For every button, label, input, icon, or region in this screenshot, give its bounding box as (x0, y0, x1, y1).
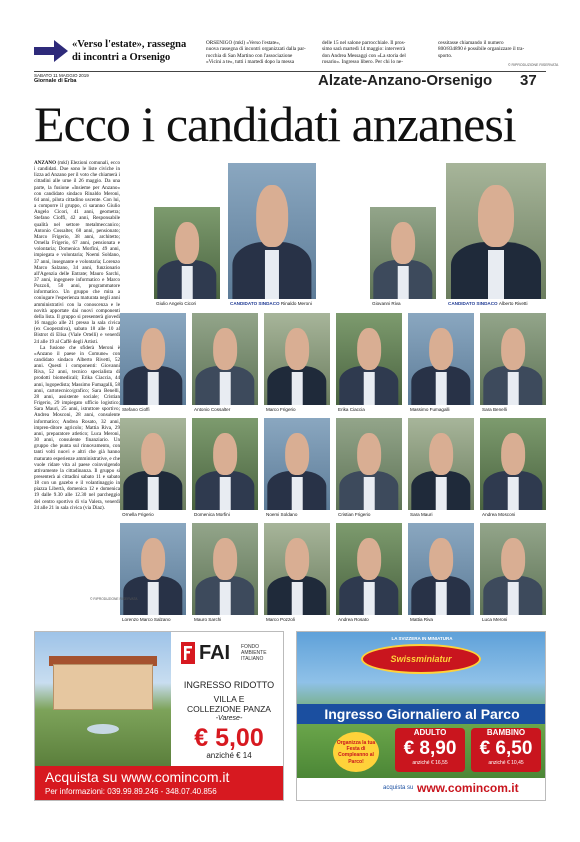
park-adult-price: ADULTO € 8,90 anziché € 16,55 (395, 728, 465, 772)
article-body (34, 160, 120, 511)
page-number: 37 (520, 72, 537, 89)
article-headline: Ecco i candidati anzanesi (34, 96, 516, 152)
fai-subtitle: FONDO AMBIENTE ITALIANO (241, 644, 267, 662)
arrow-right-icon (34, 40, 68, 62)
park-buy-link[interactable]: www.comincom.it (417, 781, 519, 795)
candidate-photo (408, 313, 474, 405)
issue-date: SABATO 11 MAGGIO 2019 (34, 73, 89, 78)
park-tagline: LA SVIZZERA IN MINIATURA (391, 636, 453, 641)
candidate-photo (228, 163, 316, 299)
candidate-name-label: Marco Frigerio (266, 407, 296, 412)
candidate-photo (264, 418, 330, 510)
candidate-name-label: Antonio Cossalter (194, 407, 231, 412)
fai-logo-text: FAI (199, 642, 231, 664)
fai-offer-line-2: VILLA E (213, 694, 245, 704)
fai-offer-line-4: -Varese- (215, 715, 243, 722)
swissminiatur-advertisement[interactable] (296, 631, 546, 801)
mayor-candidate-tag: CANDIDATO SINDACO (448, 301, 499, 306)
candidate-photo (192, 313, 258, 405)
candidate-photo (336, 418, 402, 510)
park-footer: acquista su www.comincom.it (297, 778, 546, 800)
mayor-candidate-tag: CANDIDATO SINDACO (230, 301, 281, 306)
teaser-column-2: delle 15 nel salone parrocchiale. Il pros- simo sarà martedì 14 maggio: interverrà don Andrea Messaggi con «La storia del rosario». Ingresso libero. Per chi lo ne- (322, 40, 406, 65)
candidate-name-label: Domenica Morfini (194, 512, 230, 517)
candidate-name-label: Erika Ciaccia (338, 407, 365, 412)
candidate-photo (154, 207, 220, 299)
candidate-photo (192, 418, 258, 510)
candidate-name-label: Sara Mauri (410, 512, 433, 517)
candidate-photo (446, 163, 546, 299)
fai-price-instead: anziché € 14 (206, 751, 252, 760)
fai-price: € 5,00 (194, 724, 264, 752)
candidate-name-label: Stefano Cioffi (122, 407, 150, 412)
candidate-name-label: Cristian Frigerio (338, 512, 371, 517)
candidate-name-label: Giulio Angelo Cicori (156, 301, 197, 306)
candidate-photo (336, 313, 402, 405)
section-title: Alzate-Anzano-Orsenigo (318, 72, 493, 89)
candidate-name-label: Andrea Rosato (338, 617, 369, 622)
candidate-photo (264, 523, 330, 615)
candidate-name-label: Mattia Riva (410, 617, 433, 622)
candidate-photo (120, 418, 186, 510)
teaser-column-1: ORSENIGO (mkl) «Verso l'estate», nuova rassegna di incontri organizzati dalla par- rocchia di San Martino con l'associazione «Vicini a te», tutti i martedì dopo la messa (206, 40, 306, 65)
park-title: Ingresso Giornaliero al Parco (297, 704, 546, 724)
candidate-name-label: Marco Pozzoli (266, 617, 295, 622)
candidate-photo (480, 313, 546, 405)
article-paragraph-2: La fusione che sfiderà Meroni è «Anzano il paese in Comune» con candidato sindaco Alberto Rivetti, 52 anni. Questi i componenti: Giovanni Riva, 52 anni, tecnico specialista di prodotti biomedicali; Erika Ciaccia, 44 anni, logopedista; Massimo Fumagalli, 58 anni, cartotecnico/grafico; Sara Benelli, 28 anni, assistente sociale; Cristian Frigerio, 29 impiegato ufficio logistico; Sara Mauri, 25 anni, istruttore sportivo; Andrea Mosconi, 28 anni, consulente informatico; Andrea Rosato, 32 anni, impren-ditore agricolo; Mattia Riva, 29 anni, preparatore atletico; Luca Meroni, 30 anni, consulente finanziario. Un gruppo che punta sul rinnovamento, con tanti volti nuovi e altri che già hanno maturato esperienze amministrative, e che vuole ridare vita al paese coinvolgendo attivamente la cittadinanza. Il gruppo si presenterà ai cittadini sabato 11 e sabato 18 con un gazebo e il volantinaggio in piazza Libertà, domenica 12 e domenica 19 dalle 9.30 alle 12.30 nel parcheggio del centro sportivo di via Valera, venerdì 24 alle 21 in sala civica (via Diaz). (34, 344, 120, 511)
candidate-photo (336, 523, 402, 615)
candidate-name-label: Sara Benelli (482, 407, 507, 412)
candidate-photo (192, 523, 258, 615)
candidate-name-label: Lorenzo Marco Salzano (122, 617, 171, 622)
dateline (34, 73, 89, 84)
teaser-copyright: © RIPRODUZIONE RISERVATA (508, 63, 559, 67)
fai-offer-line-1: INGRESSO RIDOTTO (183, 680, 275, 690)
candidate-photo (120, 523, 186, 615)
candidate-name-label: Luca Meroni (482, 617, 508, 622)
fai-offer-line-3: COLLEZIONE PANZA (187, 704, 271, 714)
candidate-name-label: Andrea Mosconi (482, 512, 516, 517)
teaser-column-3: cessitasse chiamando il numero 800/834890 è possibile organizzare il tra- sporto. (438, 40, 525, 59)
fai-footer-bar (35, 766, 283, 800)
candidate-name-label: Massimo Fumagalli (410, 407, 450, 412)
candidate-photo (480, 523, 546, 615)
villa-photo (35, 632, 171, 766)
candidate-name-label: CANDIDATO SINDACO Rinaldo Meroni (230, 301, 312, 306)
candidate-photo (408, 418, 474, 510)
fai-buy-link[interactable]: Acquista su www.comincom.it (45, 769, 230, 785)
park-child-price: BAMBINO € 6,50 anziché € 10,45 (471, 728, 541, 772)
candidate-photo (480, 418, 546, 510)
candidate-name-label: Noemi Soldano (266, 512, 298, 517)
candidate-name-label: Giovanni Riva (372, 301, 401, 306)
fai-logo-icon (181, 642, 195, 664)
paper-name: Giornale di Erba (34, 77, 77, 84)
candidate-name-label: Ornella Frigerio (122, 512, 154, 517)
teaser-headline: «Verso l'estate», rassegna di incontri a Orsenigo (72, 39, 187, 63)
article-copyright: © RIPRODUZIONE RISERVATA (90, 597, 138, 601)
park-birthday-badge: Organizza la tua Festa di Compleanno al Parco! (333, 732, 379, 772)
article-paragraph-1: ANZANO (mkl) Elezioni comunali, ecco i candidati. Due sono le liste civiche in lizza ad Anzano per il voto che chiamerà i cittadini alle urne il 26 maggio. Da una parte, la fusione «Insieme per Anzano» con candidato sindaco Rinaldo Meroni, 64 anni, pilota cittadino uscente. Con lui, a comporre il gruppo, ci saranno Giulio Angelo Cicori, 41 anni, geometra; Stefano Cioffi, 42 anni, Responsabile qualità nel settore metalmeccanico; Antonio Cossalter, 68 anni, pensionato; Marco Frigerio, 38 anni, architetto; Ornella Frigerio, 67 anni, pensionata e volontaria; Domenica Morfini, 49 anni, impiegata e volontaria; Noemi Soldano, 37 anni, insegnante e volontaria; Lorenzo Marco Salzano, 34 anni, funzionario all'Agenzia delle Entrate; Mauro Sarchi, 37 anni, ingegnere informatico e Marco Pozzoli, 50 anni, programmatore informatico. Un gruppo che mira a coniugare l'esperienza maturata negli anni amministrativi con la conoscenza e le novità apportate dai nuovi componenti della lista. Il gruppo si presenterà giovedì 16 maggio alle 21 presso la sala civica (ex Cooperativa), sabato 18 alle 10 al Bistrot di Elisa (Viale Ortelli) e venerdì 24 alle 19 al Caffè degli Artisti. (34, 160, 120, 345)
candidate-photo (120, 313, 186, 405)
candidate-name-label: Mauro Sarchi (194, 617, 222, 622)
candidate-photo (370, 207, 436, 299)
fai-advertisement[interactable] (34, 631, 284, 801)
park-logo: Swissminiatur (361, 644, 481, 674)
candidate-name-label: CANDIDATO SINDACO Alberto Rivetti (448, 301, 528, 306)
candidate-photo (264, 313, 330, 405)
candidate-photo (408, 523, 474, 615)
fai-info-phone: Per informazioni: 039.99.89.246 - 348.07.40.856 (45, 787, 217, 796)
